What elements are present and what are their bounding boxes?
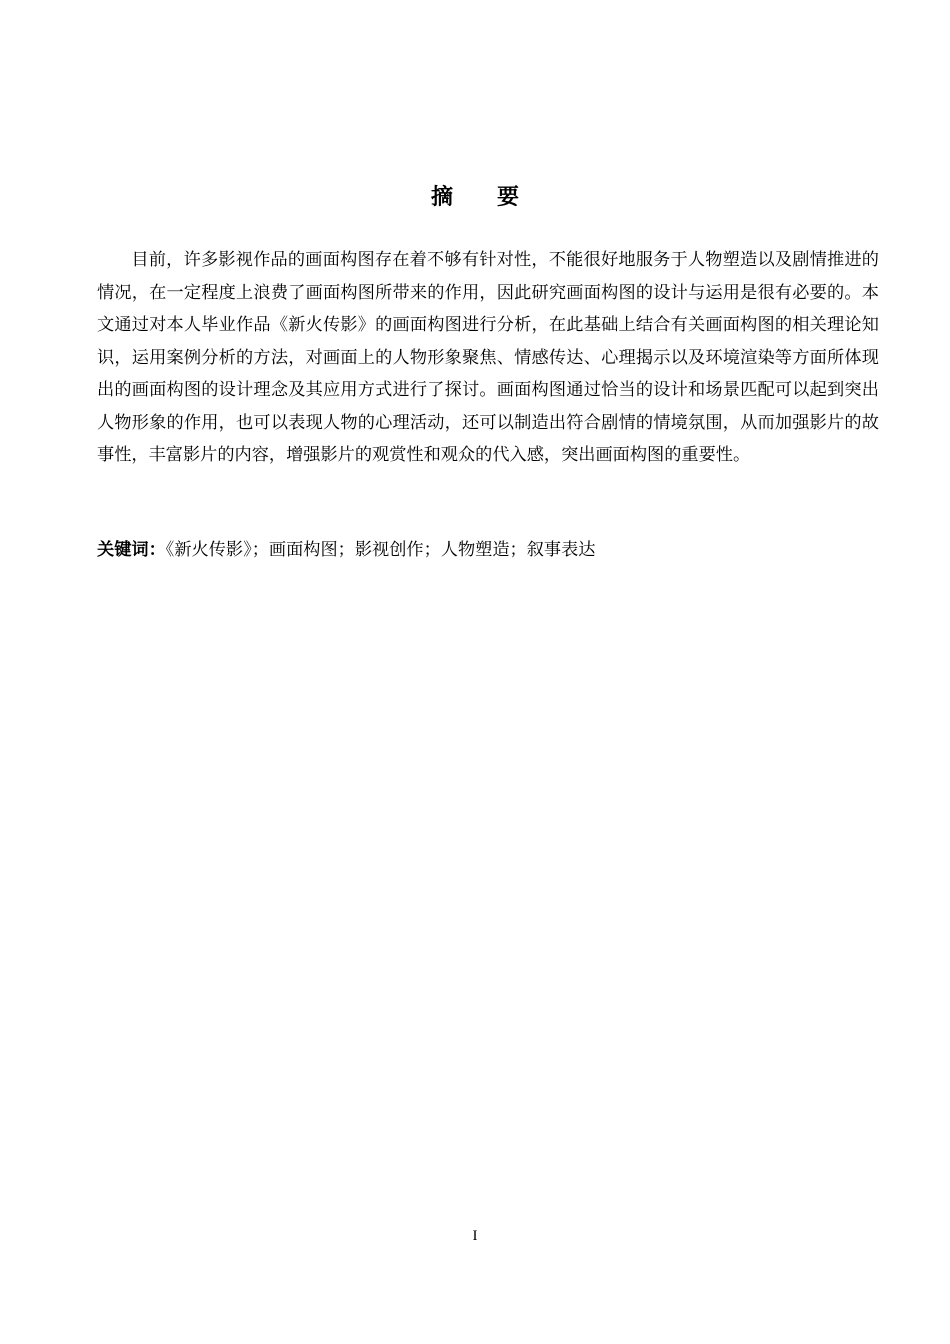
abstract-body: 目前，许多影视作品的画面构图存在着不够有针对性，不能很好地服务于人物塑造以及剧情推进的情况，在一定程度上浪费了画面构图所带来的作用，因此研究画面构图的设计与运用是很有必要的。本文通过对本人毕业作品《新火传影》的画面构图进行分析，在此基础上结合有关画面构图的相关理论知识，运用案例分析的方法，对画面上的人物形象聚焦、情感传达、心理揭示以及环境渲染等方面所体现出的画面构图的设计理念及其应用方式进行了探讨。画面构图通过恰当的设计和场景匹配可以起到突出人物形象的作用，也可以表现人物的心理活动，还可以制造出符合剧情的情境氛围，从而加强影片的故事性，丰富影片的内容，增强影片的观赏性和观众的代入感，突出画面构图的重要性。	[97, 250, 879, 465]
keywords-line	[97, 534, 879, 566]
abstract-heading	[0, 180, 950, 211]
keywords-text: 《新火传影》；画面构图；影视创作；人物塑造；叙事表达	[165, 540, 596, 560]
abstract-heading-char-2: 要	[497, 184, 520, 210]
page-number: I	[472, 1228, 478, 1244]
keywords-label: 关键词：	[97, 540, 166, 560]
abstract-heading-char-1: 摘	[430, 184, 453, 210]
